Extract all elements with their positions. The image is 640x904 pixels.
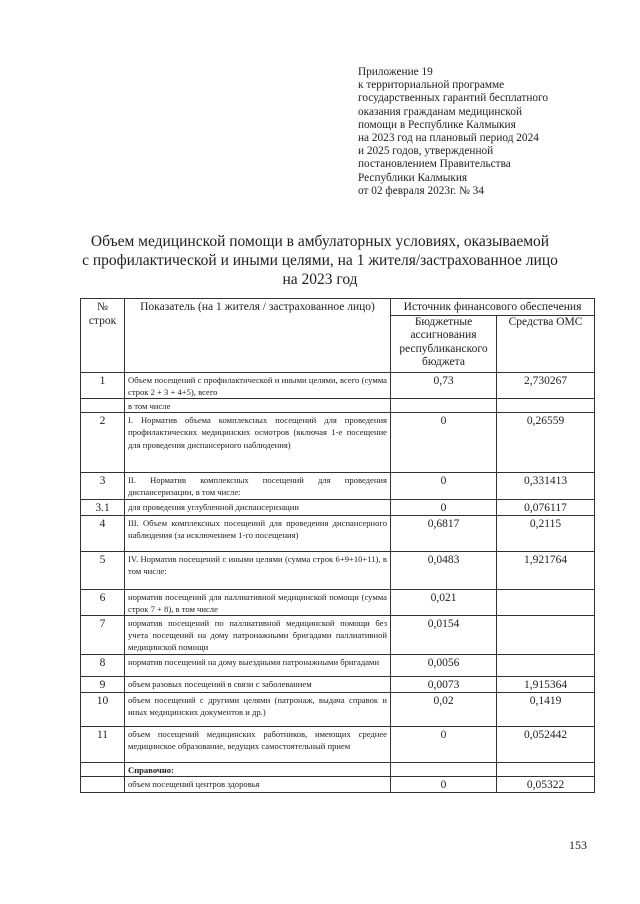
row-budget-value: 0,0073 xyxy=(391,676,497,692)
row-budget-value xyxy=(391,762,497,776)
row-oms-value xyxy=(497,589,595,615)
row-number: 9 xyxy=(81,676,125,692)
appendix-line: государственных гарантий бесплатного xyxy=(358,92,549,105)
appendix-line: и 2025 годов, утвержденной xyxy=(358,145,494,158)
row-number xyxy=(81,762,125,776)
row-number: 10 xyxy=(81,692,125,726)
row-indicator: для проведения углубленной диспансеризации xyxy=(125,499,391,515)
row-number: 1 xyxy=(81,372,125,398)
row-indicator: норматив посещений для паллиативной медицинской помощи (сумма строк 7 + 8), в том числе xyxy=(125,589,391,615)
row-budget-value: 0 xyxy=(391,726,497,762)
table-row xyxy=(81,726,595,762)
row-number: 11 xyxy=(81,726,125,762)
row-budget-value: 0,0483 xyxy=(391,551,497,589)
table-row xyxy=(81,676,595,692)
appendix-line: помощи в Республике Калмыкия xyxy=(358,118,516,131)
row-number: 4 xyxy=(81,515,125,551)
table-row xyxy=(81,473,595,499)
row-indicator: объем разовых посещений в связи с заболеванием xyxy=(125,676,391,692)
table-row xyxy=(81,776,595,792)
appendix-line: оказания гражданам медицинской xyxy=(358,105,523,118)
row-budget-value: 0,021 xyxy=(391,589,497,615)
row-budget-value: 0 xyxy=(391,473,497,499)
page-number: 153 xyxy=(569,838,587,852)
row-indicator: Объем посещений с профилактической и иными целями, всего (сумма строк 2 + 3 + 4+5), всего xyxy=(125,372,391,398)
row-number: 8 xyxy=(81,654,125,676)
row-number: 7 xyxy=(81,615,125,654)
row-oms-value xyxy=(497,615,595,654)
table-row xyxy=(81,372,595,398)
page-title xyxy=(40,232,600,289)
row-indicator: I. Норматив объема комплексных посещений для проведения профилактических медицинских осмотров (включая 1-е посещение для проведения диспансерного наблюдения) xyxy=(125,413,391,473)
row-indicator: норматив посещений на дому выездными патронажными бригадами xyxy=(125,654,391,676)
row-indicator: норматив посещений по паллиативной медицинской помощи без учета посещений на дому патронажными бригадами паллиативной медицинской помощи xyxy=(125,615,391,654)
row-oms-value xyxy=(497,762,595,776)
appendix-line: Приложение 19 xyxy=(358,66,433,78)
row-indicator: IV. Норматив посещений с иными целями (сумма строк 6+9+10+11), в том числе: xyxy=(125,551,391,589)
row-indicator: III. Объем комплексных посещений для проведения диспансерного наблюдения (за исключением 1-го посещения) xyxy=(125,515,391,551)
table-row xyxy=(81,499,595,515)
row-number: 6 xyxy=(81,589,125,615)
row-budget-value: 0,02 xyxy=(391,692,497,726)
row-indicator: II. Норматив комплексных посещений для проведения диспансеризации, в том числе: xyxy=(125,473,391,499)
row-oms-value xyxy=(497,654,595,676)
row-indicator: Справочно: xyxy=(125,762,391,776)
appendix-line: на 2023 год на плановый период 2024 xyxy=(358,132,539,145)
volume-table xyxy=(80,298,595,793)
row-budget-value: 0,0056 xyxy=(391,654,497,676)
row-oms-value: 0,076117 xyxy=(497,499,595,515)
row-number: 2 xyxy=(81,413,125,473)
row-oms-value: 1,921764 xyxy=(497,551,595,589)
title-line: на 2023 год xyxy=(282,271,358,288)
appendix-line: Республики Калмыкия xyxy=(358,171,468,184)
row-number xyxy=(81,398,125,412)
header-source: Источник финансового обеспечения xyxy=(391,299,595,316)
table-row xyxy=(81,762,595,776)
row-oms-value: 0,26559 xyxy=(497,413,595,473)
row-indicator: в том числе xyxy=(125,398,391,412)
row-budget-value: 0 xyxy=(391,499,497,515)
row-budget-value xyxy=(391,398,497,412)
table-row xyxy=(81,413,595,473)
table-row xyxy=(81,654,595,676)
row-budget-value: 0,73 xyxy=(391,372,497,398)
header-num: № строк xyxy=(81,299,125,373)
table-row xyxy=(81,398,595,412)
row-number: 3.1 xyxy=(81,499,125,515)
row-indicator: объем посещений медицинских работников, имеющих среднее медицинское образование, ведущих самостоятельный прием xyxy=(125,726,391,762)
row-budget-value: 0,6817 xyxy=(391,515,497,551)
row-oms-value: 0,2115 xyxy=(497,515,595,551)
title-line: Объем медицинской помощи в амбулаторных условиях, оказываемой xyxy=(90,233,550,250)
row-oms-value: 0,05322 xyxy=(497,776,595,792)
row-oms-value: 1,915364 xyxy=(497,676,595,692)
row-budget-value: 0 xyxy=(391,413,497,473)
table-row xyxy=(81,589,595,615)
row-oms-value: 0,1419 xyxy=(497,692,595,726)
row-number: 3 xyxy=(81,473,125,499)
appendix-line: к территориальной программе xyxy=(358,79,505,92)
table-row xyxy=(81,692,595,726)
row-indicator: объем посещений с другими целями (патронаж, выдача справок и иных медицинских документов и др.) xyxy=(125,692,391,726)
row-indicator: объем посещений центров здоровья xyxy=(125,776,391,792)
row-oms-value xyxy=(497,398,595,412)
row-number: 5 xyxy=(81,551,125,589)
table-row xyxy=(81,615,595,654)
header-indicator: Показатель (на 1 жителя / застрахованное лицо) xyxy=(125,299,391,373)
row-budget-value: 0 xyxy=(391,776,497,792)
header-oms: Средства ОМС xyxy=(497,315,595,372)
row-oms-value: 0,052442 xyxy=(497,726,595,762)
appendix-block xyxy=(358,66,628,198)
header-budget: Бюджетные ассигнования республиканского бюджета xyxy=(391,315,497,372)
appendix-line: от 02 февраля 2023г. № 34 xyxy=(358,184,484,197)
appendix-line: постановлением Правительства xyxy=(358,158,511,171)
row-oms-value: 2,730267 xyxy=(497,372,595,398)
table-row xyxy=(81,515,595,551)
table-row xyxy=(81,551,595,589)
title-line: с профилактической и иными целями, на 1 жителя/застрахованное лицо xyxy=(82,252,558,269)
row-number xyxy=(81,776,125,792)
row-oms-value: 0,331413 xyxy=(497,473,595,499)
row-budget-value: 0,0154 xyxy=(391,615,497,654)
